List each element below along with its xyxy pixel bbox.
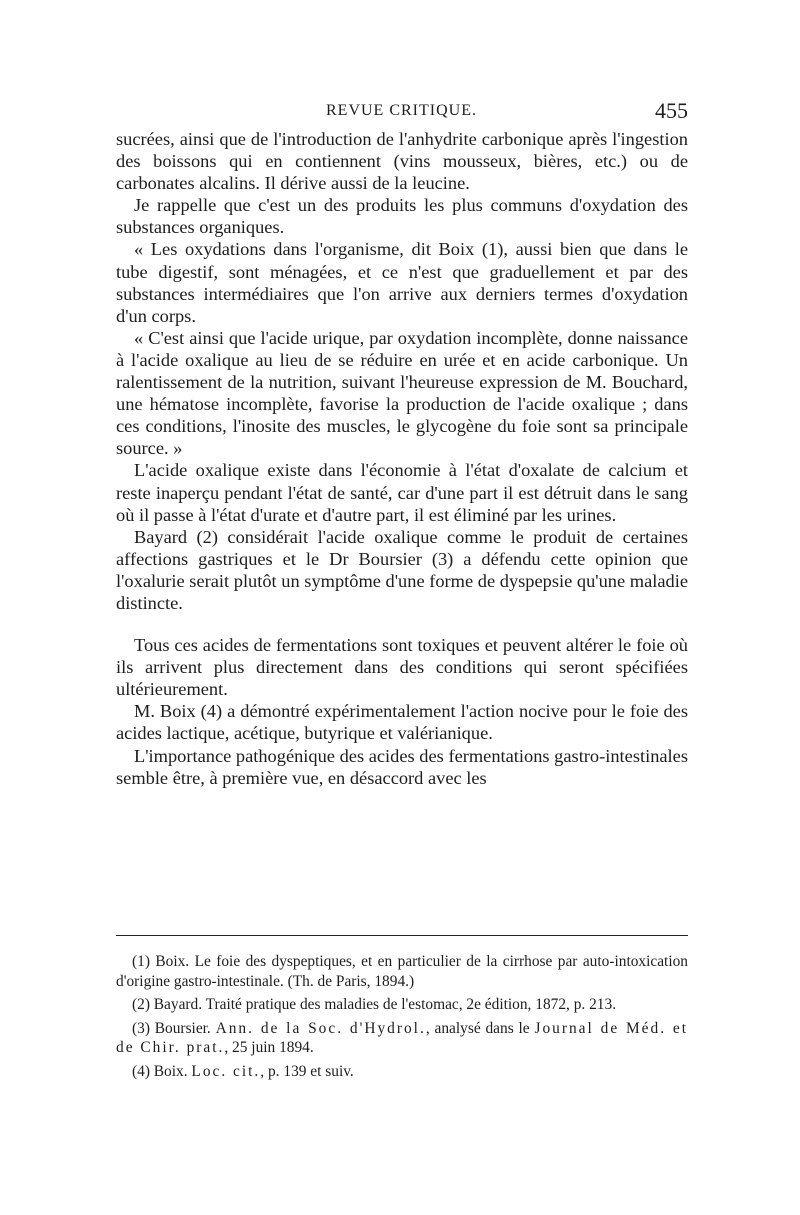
footnote-4-lead: (4) Boix. bbox=[132, 1062, 192, 1080]
paragraph: sucrées, ainsi que de l'introduction de l'anhydrite carbonique après l'ingestion des boissons qui en contiennent (vins mousseux, bières, etc.) ou de carbonates alcalins. Il dérive aussi de la leucine. bbox=[116, 129, 688, 194]
footnote-3-lead: (3) Boursier. bbox=[132, 1019, 216, 1037]
paragraph: M. Boix (4) a démontré expérimentalement l'action nocive pour le foie des acides lactique, acétique, butyrique et valérianique. bbox=[116, 701, 688, 744]
footnote-4-tail: , p. 139 et suiv. bbox=[260, 1062, 354, 1080]
footnote-1: (1) Boix. Le foie des dyspeptiques, et en particulier de la cirrhose par auto-intoxication d'origine gastro-intestinale. (Th. de Paris, 1894.) bbox=[116, 953, 688, 990]
body-text bbox=[116, 128, 688, 789]
footnote-3-ref: Ann. de la Soc. d'Hydrol. bbox=[215, 1019, 426, 1037]
paragraph: L'importance pathogénique des acides des fermentations gastro-intestinales semble être, à première vue, en désaccord avec les bbox=[116, 745, 688, 788]
paragraph: Tous ces acides de fermentations sont toxiques et peuvent altérer le foie où ils arrivent plus directement dans des conditions qui seront spécifiées ultérieurement. bbox=[116, 635, 688, 700]
running-title: REVUE CRITIQUE. bbox=[326, 102, 477, 119]
footnote-3-mid: , analysé dans le bbox=[425, 1019, 535, 1037]
paragraph: « C'est ainsi que l'acide urique, par oxydation incomplète, donne naissance à l'acide oxalique au lieu de se réduire en urée et en acide carbonique. Un ralentissement de la nutrition, suivant l'heureuse expression de M. Bouchard, une hématose incomplète, favorise la production de l'acide oxalique ; dans ces conditions, l'inosite des muscles, le glycogène du foie sont sa principale source. » bbox=[116, 327, 688, 459]
page-header bbox=[116, 98, 688, 124]
footnote-4-ref: Loc. cit. bbox=[191, 1062, 261, 1080]
footnote-3-journal: Journal de Méd. et de Chir. prat. bbox=[116, 1019, 688, 1057]
page-number: 455 bbox=[655, 98, 688, 123]
paragraph: Bayard (2) considérait l'acide oxalique comme le produit de certaines affections gastriques et le Dr Boursier (3) a défendu cette opinion que l'oxalurie serait plutôt un symptôme d'une forme de dyspepsie qu'une maladie distincte. bbox=[116, 526, 688, 613]
paragraph: Je rappelle que c'est un des produits les plus communs d'oxydation des substances organiques. bbox=[116, 195, 688, 238]
paragraph: L'acide oxalique existe dans l'économie à l'état d'oxalate de calcium et reste inaperçu pendant l'état de santé, car d'une part il est détruit dans le sang où il passe à l'état d'urate et d'autre part, il est éliminé par les urines. bbox=[116, 460, 688, 525]
footnotes bbox=[116, 952, 688, 1086]
footnote-divider bbox=[116, 935, 688, 936]
footnote-3-tail: , 25 juin 1894. bbox=[224, 1039, 314, 1057]
paragraph: « Les oxydations dans l'organisme, dit Boix (1), aussi bien que dans le tube digestif, sont ménagées, et ce n'est que graduellement et par des substances intermédiaires que l'on arrive aux derniers termes d'oxydation d'un corps. bbox=[116, 239, 688, 326]
footnote-2: (2) Bayard. Traité pratique des maladies de l'estomac, 2e édition, 1872, p. 213. bbox=[132, 996, 617, 1014]
footnote-3 bbox=[116, 1019, 688, 1058]
footnote-4 bbox=[116, 1062, 688, 1082]
